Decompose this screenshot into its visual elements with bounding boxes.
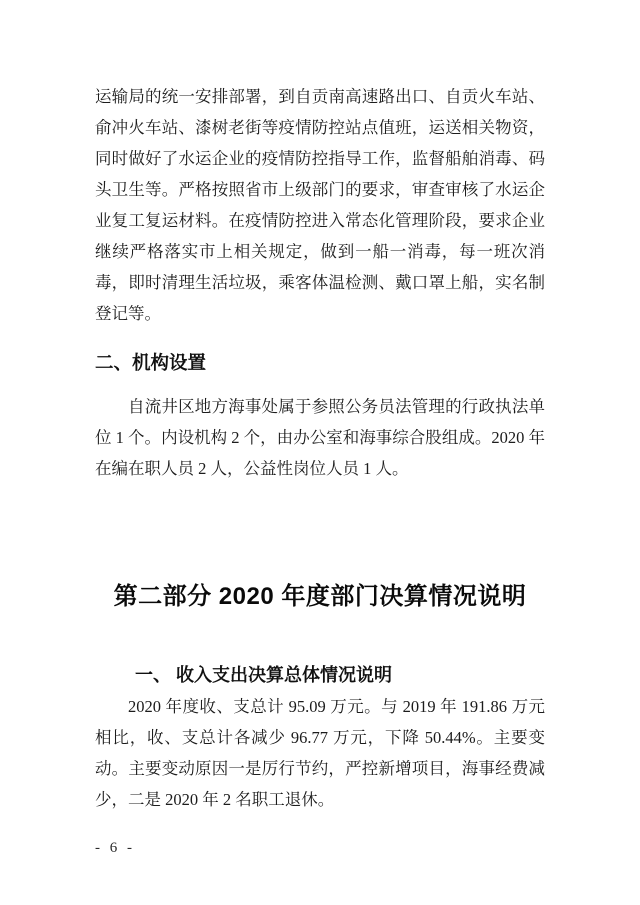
section-heading-organization: 二、机构设置 bbox=[95, 352, 207, 373]
paragraph-organization: 自流井区地方海事处属于参照公务员法管理的行政执法单位 1 个。内设机构 2 个，由办公室和海事综合股组成。2020 年在编在职人员 2 人，公益性岗位人员 1 人。 bbox=[95, 397, 545, 478]
page-number: - 6 - bbox=[95, 840, 135, 856]
section-heading-revenue-expenditure: 一、 收入支出决算总体情况说明 bbox=[135, 665, 392, 685]
part-two-title: 第二部分 2020 年度部门决算情况说明 bbox=[113, 583, 527, 610]
paragraph-revenue-expenditure: 2020 年度收、支总计 95.09 万元。与 2019 年 191.86 万元相比，收、支总计各减少 96.77 万元，下降 50.44%。主要变动。主要变动原因一是厉行节约，严控新增项目，海事经费减少，二是 2020 年 2 名职工退休。 bbox=[95, 697, 545, 809]
paragraph-pandemic-continuation: 运输局的统一安排部署，到自贡南高速路出口、自贡火车站、俞冲火车站、漆树老街等疫情防控站点值班，运送相关物资，同时做好了水运企业的疫情防控指导工作，监督船舶消毒、码头卫生等。严格按照省市上级部门的要求，审查审核了水运企业复工复运材料。在疫情防控进入常态化管理阶段，要求企业继续严格落实市上相关规定，做到一船一消毒，每一班次消毒，即时清理生活垃圾，乘客体温检测、戴口罩上船，实名制登记等。 bbox=[95, 87, 545, 323]
